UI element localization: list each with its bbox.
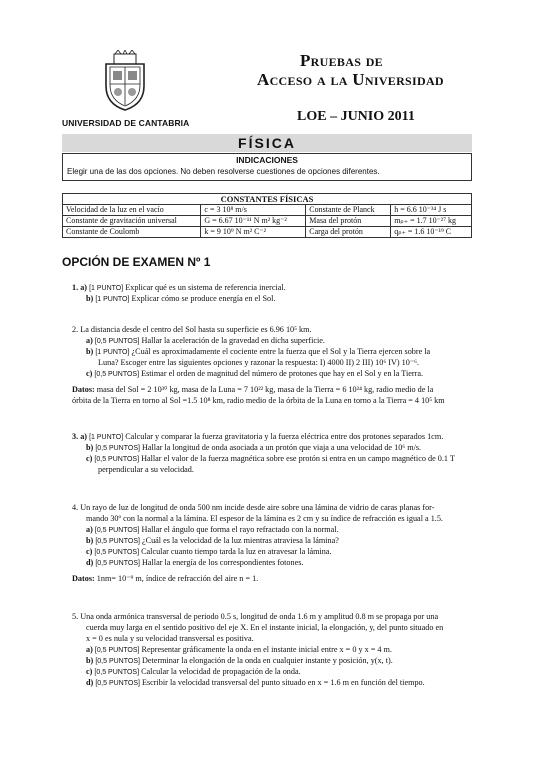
instructions-box (62, 153, 472, 181)
university-name: UNIVERSIDAD DE CANTABRIA (62, 118, 190, 128)
item-number: c) (86, 547, 93, 556)
question-4a (86, 525, 339, 537)
points-label: [1 PUNTO] (89, 285, 124, 292)
table-cell: qₚ₊ = 1.6 10⁻¹⁹ C (391, 227, 472, 238)
question-text: Hallar la longitud de onda asociada a un protón que viaja a una velocidad de 10⁶ m/s. (141, 443, 422, 452)
data-label: Datos: (72, 574, 95, 583)
exam-session: LOE – JUNIO 2011 (297, 109, 415, 124)
points-label: [0,5 PUNTOS] (95, 538, 140, 545)
points-label: [0,5 PUNTOS] (95, 680, 140, 687)
question-5-intro-cont: cuerda muy larga en el sentido positivo del eje X. En el instante inicial, la elongación, y, del punto situado en (86, 623, 444, 632)
table-cell: Carga del protón (306, 227, 391, 238)
item-number: b) (86, 347, 94, 356)
item-number: c) (86, 667, 93, 676)
question-2c (86, 369, 423, 381)
question-text: Calcular la velocidad de propagación de la onda. (141, 667, 301, 676)
item-number: a) (86, 525, 93, 534)
table-cell: Constante de gravitación universal (63, 216, 201, 227)
question-3c-cont: perpendicular a su velocidad. (98, 465, 194, 474)
item-number: c) (86, 369, 93, 378)
question-text: Hallar el valor de la fuerza magnética sobre ese protón si entra en un campo magnético de 0.1 T (141, 454, 455, 463)
item-number: a) (86, 645, 93, 654)
question-text: Hallar el ángulo que forma el rayo refractado con la normal. (141, 525, 339, 534)
exam-title-line1: Pruebas de (300, 51, 383, 70)
points-label: [0,5 PUNTOS] (94, 549, 140, 556)
table-row (63, 205, 472, 216)
question-text: Escribir la velocidad transversal del punto situado en x = 1.6 m en función del tiempo. (141, 678, 425, 687)
question-text: Calcular y comparar la fuerza gravitatoria y la fuerza eléctrica entre dos protones separados 1cm. (125, 432, 444, 441)
points-label: [0,5 PUNTOS] (94, 669, 140, 676)
table-cell: h = 6.6 10⁻³⁴ J s (391, 205, 472, 216)
question-1a (72, 283, 286, 295)
question-5-intro-cont2: x = 0 es nula y su velocidad transversal es positiva. (86, 634, 254, 643)
question-5c (86, 667, 301, 679)
constants-title: CONSTANTES FÍSICAS (63, 194, 472, 205)
question-text: Hallar la energía de los correspondientes fotones. (141, 558, 304, 567)
points-label: [0,5 PUNTOS] (94, 456, 140, 463)
points-label: [1 PUNTO] (89, 434, 124, 441)
question-text: ¿Cuál es la velocidad de la luz mientras atraviesa la lámina? (141, 536, 339, 545)
question-3c (86, 454, 455, 466)
instructions-text: Elegir una de las dos opciones. No deben resolverse cuestiones de opciones diferentes. (67, 167, 380, 176)
question-4-intro: 4. Un rayo de luz de longitud de onda 500 nm incide desde aire sobre una lámina de vidrio de caras planas for- (72, 503, 435, 512)
points-label: [1 PUNTO] (95, 296, 130, 303)
item-number: b) (86, 536, 94, 545)
data-label: Datos: (72, 385, 95, 394)
question-text: Explicar qué es un sistema de referencia inercial. (125, 283, 286, 292)
table-cell: Constante de Coulomb (63, 227, 201, 238)
points-label: [0,5 PUNTOS] (95, 658, 140, 665)
question-5d (86, 678, 425, 690)
points-label: [0,5 PUNTOS] (94, 338, 140, 345)
question-2-data (72, 385, 433, 396)
item-number: c) (86, 454, 93, 463)
item-number: 1. a) (72, 283, 88, 292)
points-label: [0,5 PUNTOS] (94, 647, 140, 654)
subject-title: FÍSICA (238, 135, 296, 151)
item-number: b) (86, 294, 94, 303)
subject-banner (62, 134, 472, 152)
constants-table (62, 193, 472, 238)
item-number: a) (86, 336, 93, 345)
question-3b (86, 443, 421, 455)
points-label: [1 PUNTO] (95, 349, 130, 356)
question-4d (86, 558, 303, 570)
option-title: OPCIÓN DE EXAMEN Nº 1 (62, 255, 211, 269)
table-cell: Masa del protón (306, 216, 391, 227)
exam-title-line2: Acceso a la Universidad (257, 70, 444, 89)
points-label: [0,5 PUNTOS] (94, 371, 140, 378)
question-text: Calcular cuanto tiempo tarda la luz en atravesar la lámina. (141, 547, 332, 556)
item-number: d) (86, 678, 94, 687)
university-crest-logo (98, 50, 152, 112)
question-5-intro: 5. Una onda armónica transversal de periodo 0.5 s, longitud de onda 1.6 m y amplitud 0.8 m se propaga por una (72, 612, 439, 621)
item-number: 3. a) (72, 432, 88, 441)
question-4-intro-cont: mando 30º con la normal a la lámina. El espesor de la lámina es 2 cm y su índice de refracción es igual a 1.5. (86, 514, 443, 523)
question-2b (86, 347, 430, 359)
question-5b (86, 656, 393, 668)
table-cell: k = 9 10⁹ N m² C⁻² (201, 227, 306, 238)
question-5a (86, 645, 392, 657)
table-cell: mₚ₊ = 1.7 10⁻²⁷ kg (391, 216, 472, 227)
item-number: d) (86, 558, 94, 567)
question-3a (72, 432, 443, 444)
table-cell: Velocidad de la luz en el vacío (63, 205, 201, 216)
question-1b (86, 294, 275, 306)
table-cell: G = 6.67 10⁻¹¹ N m² kg⁻² (201, 216, 306, 227)
question-text: Representar gráficamente la onda en el instante inicial entre x = 0 y x = 4 m. (141, 645, 392, 654)
table-cell: Constante de Planck (306, 205, 391, 216)
question-2-intro: 2. La distancia desde el centro del Sol hasta su superficie es 6.96 10⁵ km. (72, 325, 312, 334)
points-label: [0,5 PUNTOS] (95, 560, 140, 567)
question-text: Estimar el orden de magnitud del número de protones que hay en el Sol y en la Tierra. (141, 369, 424, 378)
question-text: Determinar la elongación de la onda en cualquier instante y posición, y(x, t). (141, 656, 393, 665)
item-number: b) (86, 443, 94, 452)
question-text: Explicar cómo se produce energía en el Sol. (131, 294, 276, 303)
question-text: ¿Cuál es aproximadamente el cociente entre la fuerza que el Sol y la Tierra ejercen sobre la (131, 347, 431, 356)
table-cell: c = 3 10⁸ m/s (201, 205, 306, 216)
question-4c (86, 547, 332, 559)
data-text: 1nm= 10⁻⁹ m, índice de refracción del aire n = 1. (96, 574, 259, 583)
item-number: b) (86, 656, 94, 665)
data-text: masa del Sol = 2 10³⁰ kg, masa de la Luna = 7 10²² kg, masa de la Tierra = 6 10²⁴ kg, radio medio de la (96, 385, 434, 394)
table-row (63, 227, 472, 238)
points-label: [0,5 PUNTOS] (94, 527, 140, 534)
points-label: [0,5 PUNTOS] (95, 445, 140, 452)
question-4b (86, 536, 339, 548)
instructions-title: INDICACIONES (236, 155, 298, 165)
question-text: Hallar la aceleración de la gravedad en dicha superficie. (141, 336, 325, 345)
question-4-data (72, 574, 258, 585)
question-2b-cont: Luna? Escoger entre las siguientes opciones y razonar la respuesta: I) 4000 II) 2 III) 10⁶ IV) 10⁻⁶. (98, 358, 420, 367)
question-2-data-cont: órbita de la Tierra en torno al Sol =1.5 10⁸ km, radio medio de la órbita de la Luna en torno a la Tierra = 4 10⁵ km (72, 396, 445, 405)
table-row (63, 216, 472, 227)
question-2a (86, 336, 325, 348)
